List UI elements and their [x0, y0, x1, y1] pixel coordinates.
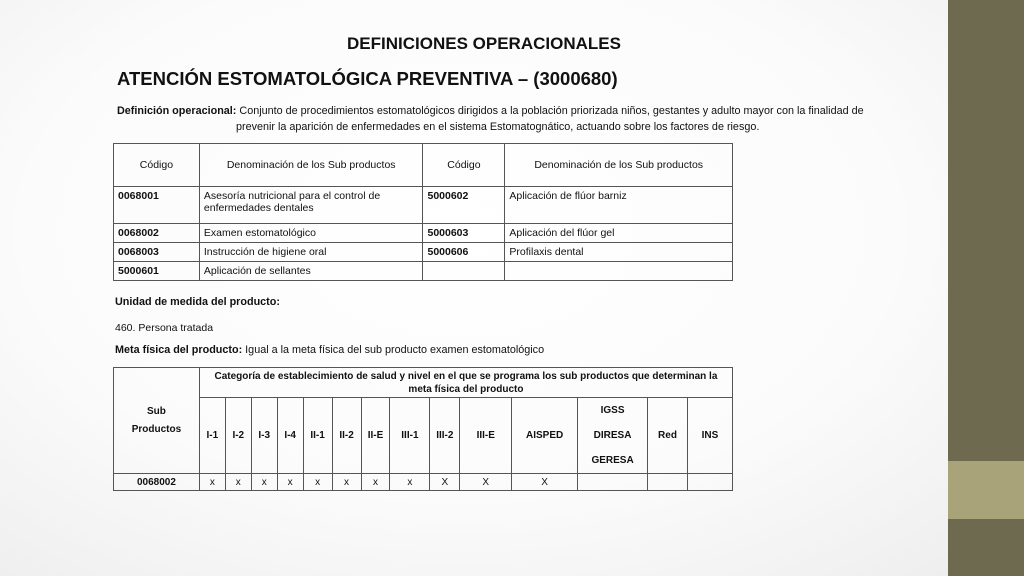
table-cell: Aplicación del flúor gel: [505, 224, 733, 243]
table-cell: 5000603: [423, 224, 505, 243]
level-cell: III-2: [430, 398, 460, 474]
subproducts-table: [113, 143, 733, 281]
table-cell: Instrucción de higiene oral: [199, 243, 423, 262]
row-code: 0068002: [114, 474, 200, 491]
table-cell: 5000601: [114, 262, 200, 281]
level-cell: II-2: [332, 398, 361, 474]
table-cell: Aplicación de sellantes: [199, 262, 423, 281]
table-cell: 5000602: [423, 187, 505, 224]
sub-header-line1: Sub: [147, 405, 166, 417]
column-header: Denominación de los Sub productos: [505, 144, 733, 187]
definition-text-line1: Conjunto de procedimientos estomatológicos dirigidos a la población priorizada niños, gestantes y adulto mayor con la finalidad de: [239, 105, 864, 117]
table-row: [114, 262, 733, 281]
geresa-label: GERESA: [591, 455, 634, 466]
mark-cell: X: [430, 474, 460, 491]
table-row: [114, 474, 733, 491]
level-cell: I-1: [199, 398, 225, 474]
level-cell: INS: [687, 398, 732, 474]
sidebar-accent-block: [948, 461, 1024, 519]
table-cell: Examen estomatológico: [199, 224, 423, 243]
operational-definition: [117, 103, 877, 135]
meta-value: Igual a la meta física del sub producto examen estomatológico: [242, 344, 545, 356]
mark-cell: x: [277, 474, 303, 491]
table-row: [114, 243, 733, 262]
mark-cell: x: [361, 474, 390, 491]
mark-cell: [578, 474, 648, 491]
mark-cell: x: [303, 474, 332, 491]
column-header: Código: [114, 144, 200, 187]
level-cell: I-2: [225, 398, 251, 474]
level-cell: I-3: [251, 398, 277, 474]
level-cell: I-4: [277, 398, 303, 474]
page-title: DEFINICIONES OPERACIONALES: [347, 34, 621, 53]
category-header: Categoría de establecimiento de salud y nivel en el que se programa los sub productos que determinan la meta física del producto: [199, 368, 732, 398]
mark-cell: [648, 474, 688, 491]
table-cell: 5000606: [423, 243, 505, 262]
definition-label: Definición operacional:: [117, 105, 237, 117]
table-cell: Asesoría nutricional para el control de enfermedades dentales: [199, 187, 423, 224]
igss-diresa-geresa-cell: [578, 398, 648, 474]
page-subtitle: ATENCIÓN ESTOMATOLÓGICA PREVENTIVA – (3000680): [117, 68, 618, 89]
igss-label: IGSS: [600, 405, 625, 416]
meta-fisica: [115, 344, 544, 356]
levels-row: [114, 398, 733, 474]
table-row: [114, 224, 733, 243]
definition-text-line2: prevenir la aparición de enfermedades en el sistema Estomatognático, actuando sobre los factores de riesgo.: [236, 121, 760, 133]
table-row: [114, 187, 733, 224]
level-cell: AISPED: [512, 398, 578, 474]
level-cell: III-1: [390, 398, 430, 474]
level-cell: III-E: [460, 398, 512, 474]
mark-cell: x: [251, 474, 277, 491]
table-cell: [423, 262, 505, 281]
mark-cell: x: [332, 474, 361, 491]
column-header: Denominación de los Sub productos: [199, 144, 423, 187]
level-cell: II-E: [361, 398, 390, 474]
table-cell: Profilaxis dental: [505, 243, 733, 262]
table-cell: [505, 262, 733, 281]
sub-header-line2: Productos: [131, 423, 182, 435]
level-cell: Red: [648, 398, 688, 474]
unit-value: 460. Persona tratada: [115, 322, 214, 334]
mark-cell: [687, 474, 732, 491]
table-cell: Aplicación de flúor barniz: [505, 187, 733, 224]
mark-cell: X: [512, 474, 578, 491]
table-header-row: [114, 144, 733, 187]
mark-cell: X: [460, 474, 512, 491]
table-cell: 0068002: [114, 224, 200, 243]
levels-table: [113, 367, 733, 491]
mark-cell: x: [225, 474, 251, 491]
sub-products-header: [114, 368, 200, 474]
table-cell: 0068001: [114, 187, 200, 224]
column-header: Código: [423, 144, 505, 187]
meta-label: Meta física del producto:: [115, 344, 243, 356]
mark-cell: x: [390, 474, 430, 491]
level-cell: II-1: [303, 398, 332, 474]
diresa-label: DIRESA: [593, 430, 632, 441]
unit-label: Unidad de medida del producto:: [115, 296, 280, 308]
table-cell: 0068003: [114, 243, 200, 262]
mark-cell: x: [199, 474, 225, 491]
